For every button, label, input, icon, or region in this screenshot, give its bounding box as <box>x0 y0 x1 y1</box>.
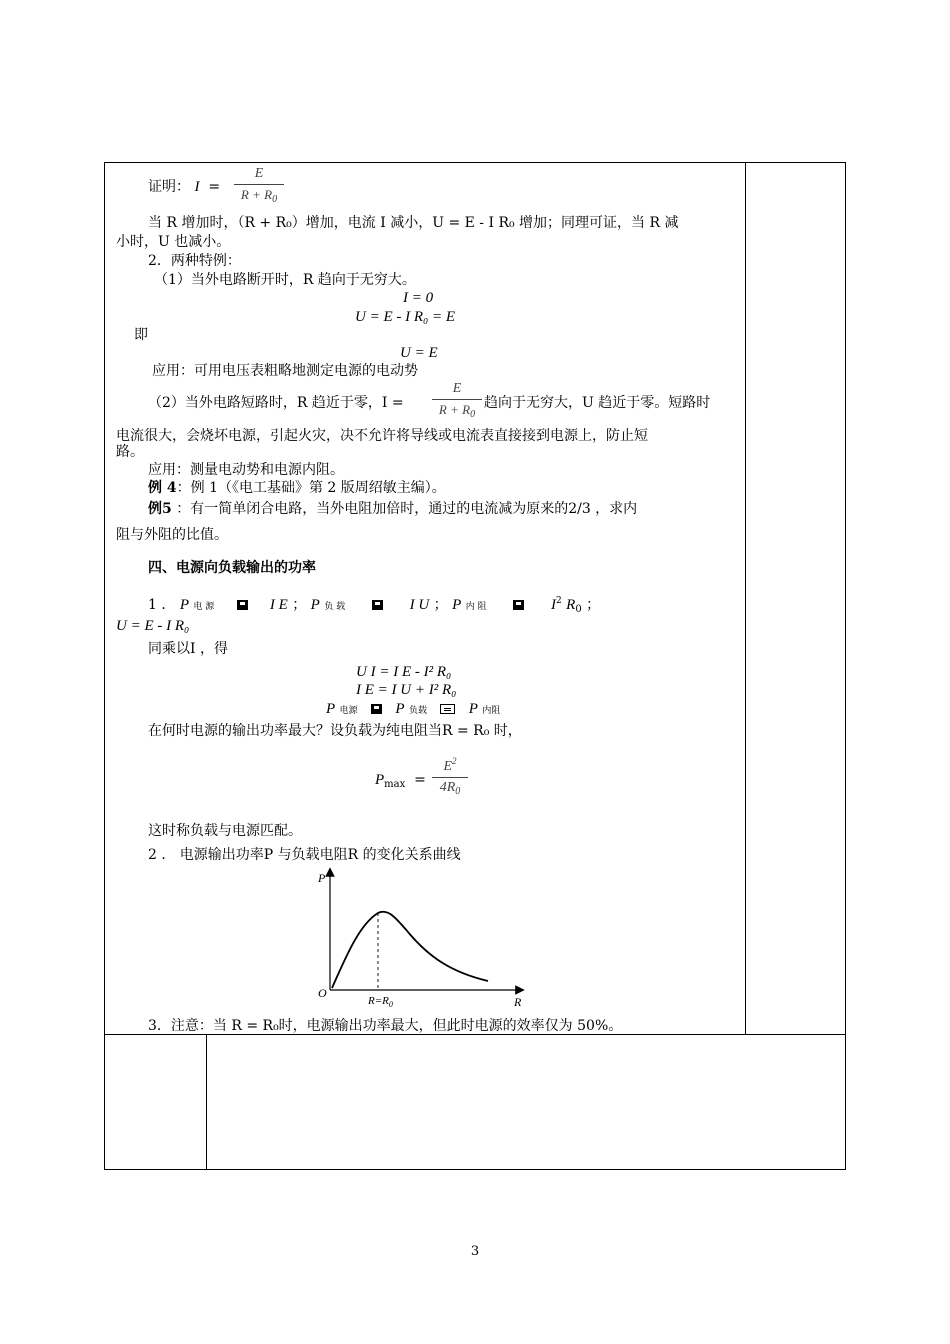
case2-den-text: R + R <box>438 402 471 417</box>
page-number: 3 <box>470 1244 480 1259</box>
example5 <box>148 500 637 518</box>
eqc-p1: P <box>326 701 336 717</box>
matching-text: 这时称负载与电源匹配。 <box>148 823 302 839</box>
terminal-voltage-eq: U = E - I R₀ <box>116 618 190 634</box>
proof-fraction <box>234 166 284 205</box>
equation-c <box>326 700 500 720</box>
case1-application: 应用：可用电压表粗略地测定电源的电动势 <box>152 363 418 379</box>
equals-box-icon-3 <box>513 600 524 610</box>
multiply-text: 同乘以I ，得 <box>148 641 228 657</box>
item1-number: 1 ． <box>148 597 176 613</box>
special-cases-heading: 2．两种特例： <box>148 253 241 269</box>
pmax-equals: = <box>414 772 426 788</box>
proof-fraction-numerator: E <box>254 166 264 181</box>
eqc-p3: P <box>468 701 478 717</box>
x-axis-label: R <box>514 995 522 1009</box>
origin-label: O <box>318 986 327 1000</box>
pmax-den-sub: 0 <box>455 786 461 797</box>
r0-sub: 0 <box>575 604 582 615</box>
case1-equation1: I = 0 <box>403 290 434 306</box>
eqc-sub-inner: 内阻 <box>482 706 501 716</box>
sep2: ； <box>433 597 448 613</box>
sep1: ； <box>292 597 307 613</box>
proof-label: 证明： <box>148 179 190 195</box>
table-right-column-divider <box>745 162 746 1035</box>
pmax-num-base: E <box>443 759 453 774</box>
sep3: ； <box>586 597 601 613</box>
peak-label-text: R=R <box>368 995 389 1007</box>
pmax-fraction <box>432 756 468 797</box>
proof-line <box>148 178 220 196</box>
r0-symbol: R <box>566 597 576 613</box>
equation-a: U I = I E - I² R₀ <box>356 664 452 680</box>
equation-b: I E = I U + I² R₀ <box>356 682 457 698</box>
para1-line2: 小时，U 也减小。 <box>116 234 231 250</box>
max-power-question: 在何时电源的输出功率最大？设负载为纯电阻当R = R₀ 时， <box>148 723 522 739</box>
ie-term: I E <box>269 597 288 613</box>
equals-box-icon-2 <box>372 600 383 610</box>
eqc-plus-box-icon <box>440 704 455 714</box>
iu-term: I U <box>409 597 430 613</box>
proof-fraction-denominator <box>234 187 284 205</box>
peak-label-sub: 0 <box>388 1000 393 1009</box>
p-sub-inner: 内 阻 <box>465 602 487 612</box>
pmax-p: P <box>375 772 385 788</box>
case2-application: 应用：测量电动势和电源内阻。 <box>148 462 344 478</box>
example4 <box>148 479 446 497</box>
power-formula-line <box>148 592 600 619</box>
pmax-num-sup: 2 <box>452 756 457 766</box>
curve-heading: 2 ． 电源输出功率P 与负载电阻R 的变化关系曲线 <box>148 847 461 863</box>
para1-line1: 当 R 增加时，（R + R₀）增加，电流 I 减小，U = E - I R₀ 增加；同理可证，当 R 减 <box>148 215 679 231</box>
eqc-equals-box-icon <box>371 704 382 714</box>
example5-text: ：有一简单闭合电路，当外电阻加倍时，通过的电流减为原来的2/3 ，求内 <box>171 501 638 517</box>
case2-text-post: 趋向于无穷大，U 趋近于零。短路时 <box>484 395 711 411</box>
case2-fraction-denominator <box>432 402 482 420</box>
equals-box-icon <box>237 600 248 610</box>
example4-label: 例 4 <box>148 480 177 496</box>
pmax-sub: max <box>384 779 406 790</box>
power-curve-graph <box>312 866 532 1010</box>
table-left-column-divider <box>206 1034 207 1170</box>
case2-fraction <box>432 381 482 420</box>
proof-den-sub: 0 <box>272 194 278 205</box>
i-squared-base: I <box>550 597 556 613</box>
p-symbol-3: P <box>452 597 462 613</box>
case1-text: （1）当外电路断开时，R 趋向于无穷大。 <box>154 272 416 288</box>
case2-line2: 电流很大，会烧坏电源，引起火灾，决不允许将导线或电流表直接接到电源上，防止短 <box>116 428 648 444</box>
efficiency-note: 3．注意：当 R = R₀时，电源输出功率最大，但此时电源的效率仅为 50%。 <box>148 1018 623 1034</box>
eqc-sub-source: 电源 <box>339 706 358 716</box>
proof-den-text: R + R <box>240 187 273 202</box>
section4-title: 四、电源向负载输出的功率 <box>148 560 316 576</box>
i-squared-exp: 2 <box>555 596 562 606</box>
p-symbol-2: P <box>310 597 320 613</box>
pmax-lhs <box>375 771 426 794</box>
p-sub-source: 电 源 <box>193 602 215 612</box>
proof-current-symbol: I <box>194 179 200 195</box>
case2-line3: 路。 <box>116 444 144 460</box>
pmax-den-base: 4R <box>439 780 456 795</box>
case2-text-pre: （2）当外电路短路时，R 趋近于零，I = <box>148 395 404 411</box>
p-sub-load: 负 载 <box>324 602 346 612</box>
case1-ji: 即 <box>134 327 148 343</box>
eqc-p2: P <box>395 701 405 717</box>
example5-line2: 阻与外阻的比值。 <box>116 527 228 543</box>
power-curve <box>332 912 488 988</box>
case2-fraction-numerator: E <box>452 381 462 396</box>
case1-equation3: U = E <box>400 345 438 361</box>
example5-label: 例5 <box>148 501 172 517</box>
example4-text: ：例 1（《电工基础》第 2 版周绍敏主编）。 <box>176 480 446 496</box>
y-axis-label: P <box>318 871 326 885</box>
p-symbol: P <box>179 597 189 613</box>
proof-equals: = <box>208 179 221 195</box>
case1-equation2: U = E - I R₀ = E <box>355 309 456 325</box>
case2-den-sub: 0 <box>470 409 476 420</box>
peak-label <box>367 995 393 1009</box>
pmax-numerator <box>432 756 468 775</box>
eqc-sub-load: 负载 <box>408 706 427 716</box>
pmax-denominator <box>432 780 468 797</box>
